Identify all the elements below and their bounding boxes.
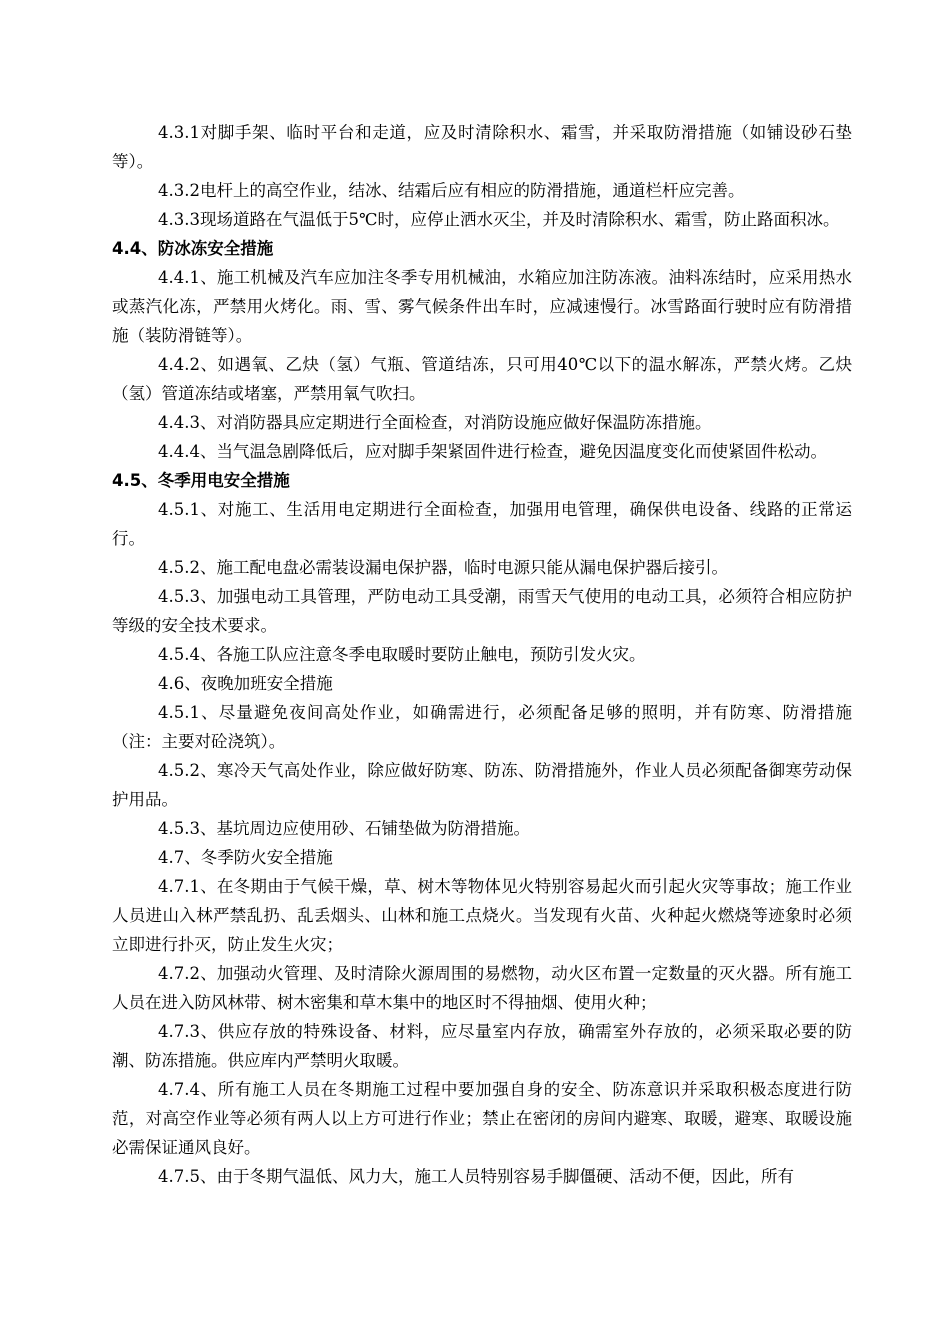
- paragraph-4-5-3: 4.5.3、加强电动工具管理，严防电动工具受潮，雨雪天气使用的电动工具，必须符合相应防护等级的安全技术要求。: [112, 587, 852, 635]
- paragraph-4-5-2: 4.5.2、施工配电盘必需装设漏电保护器，临时电源只能从漏电保护器后接引。: [158, 558, 728, 577]
- subsection-title-4-7: 4.7、冬季防火安全措施: [158, 848, 333, 867]
- subsection-title-4-6: 4.6、夜晚加班安全措施: [158, 674, 333, 693]
- paragraph-4-3-3: 4.3.3现场道路在气温低于5℃时，应停止洒水灭尘，并及时清除积水、霜雪，防止路面积冰。: [158, 210, 840, 229]
- paragraph-4-7-3: 4.7.3、供应存放的特殊设备、材料，应尽量室内存放，确需室外存放的，必须采取必要的防潮、防冻措施。供应库内严禁明火取暖。: [112, 1022, 852, 1070]
- paragraph-4-4-4: 4.4.4、当气温急剧降低后，应对脚手架紧固件进行检查，避免因温度变化而使紧固件松动。: [158, 442, 827, 461]
- paragraph-4-3-2: 4.3.2电杆上的高空作业，结冰、结霜后应有相应的防滑措施，通道栏杆应完善。: [158, 181, 745, 200]
- paragraph-4-6-1: 4.5.1、尽量避免夜间高处作业，如确需进行，必须配备足够的照明，并有防寒、防滑措施（注：主要对砼浇筑）。: [112, 703, 852, 751]
- paragraph-4-5-1: 4.5.1、对施工、生活用电定期进行全面检查，加强用电管理，确保供电设备、线路的正常运行。: [112, 500, 852, 548]
- paragraph-4-4-2: 4.4.2、如遇氧、乙炔（氢）气瓶、管道结冻，只可用40℃以下的温水解冻，严禁火烤。乙炔（氢）管道冻结或堵塞，严禁用氧气吹扫。: [112, 355, 852, 403]
- document-page: [112, 118, 852, 1191]
- paragraph-4-6-3: 4.5.3、基坑周边应使用砂、石铺垫做为防滑措施。: [158, 819, 530, 838]
- paragraph-4-7-5: 4.7.5、由于冬期气温低、风力大，施工人员特别容易手脚僵硬、活动不便，因此，所有: [158, 1167, 794, 1186]
- paragraph-4-7-1: 4.7.1、在冬期由于气候干燥，草、树木等物体见火特别容易起火而引起火灾等事故；施工作业人员进山入林严禁乱扔、乱丢烟头、山林和施工点烧火。当发现有火苗、火种起火燃烧等迹象时必须立即进行扑灭，防止发生火灾；: [112, 877, 852, 954]
- paragraph-4-7-2: 4.7.2、加强动火管理、及时清除火源周围的易燃物，动火区布置一定数量的灭火器。所有施工人员在进入防风林带、树木密集和草木集中的地区时不得抽烟、使用火种；: [112, 964, 852, 1012]
- paragraph-4-7-4: 4.7.4、所有施工人员在冬期施工过程中要加强自身的安全、防冻意识并采取积极态度进行防范，对高空作业等必须有两人以上方可进行作业；禁止在密闭的房间内避寒、取暖，避寒、取暖设施必需保证通风良好。: [112, 1080, 852, 1157]
- paragraph-4-5-4: 4.5.4、各施工队应注意冬季电取暖时要防止触电，预防引发火灾。: [158, 645, 646, 664]
- section-heading-4-4: 4.4、防冰冻安全措施: [112, 239, 274, 258]
- section-heading-4-5: 4.5、冬季用电安全措施: [112, 471, 290, 490]
- paragraph-4-3-1: 4.3.1对脚手架、临时平台和走道，应及时清除积水、霜雪，并采取防滑措施（如铺设砂石垫等）。: [112, 123, 852, 171]
- paragraph-4-4-1: 4.4.1、施工机械及汽车应加注冬季专用机械油，水箱应加注防冻液。油料冻结时，应采用热水或蒸汽化冻，严禁用火烤化。雨、雪、雾气候条件出车时，应减速慢行。冰雪路面行驶时应有防滑措施（装防滑链等）。: [112, 268, 852, 345]
- paragraph-4-6-2: 4.5.2、寒冷天气高处作业，除应做好防寒、防冻、防滑措施外，作业人员必须配备御寒劳动保护用品。: [112, 761, 852, 809]
- paragraph-4-4-3: 4.4.3、对消防器具应定期进行全面检查，对消防设施应做好保温防冻措施。: [158, 413, 712, 432]
